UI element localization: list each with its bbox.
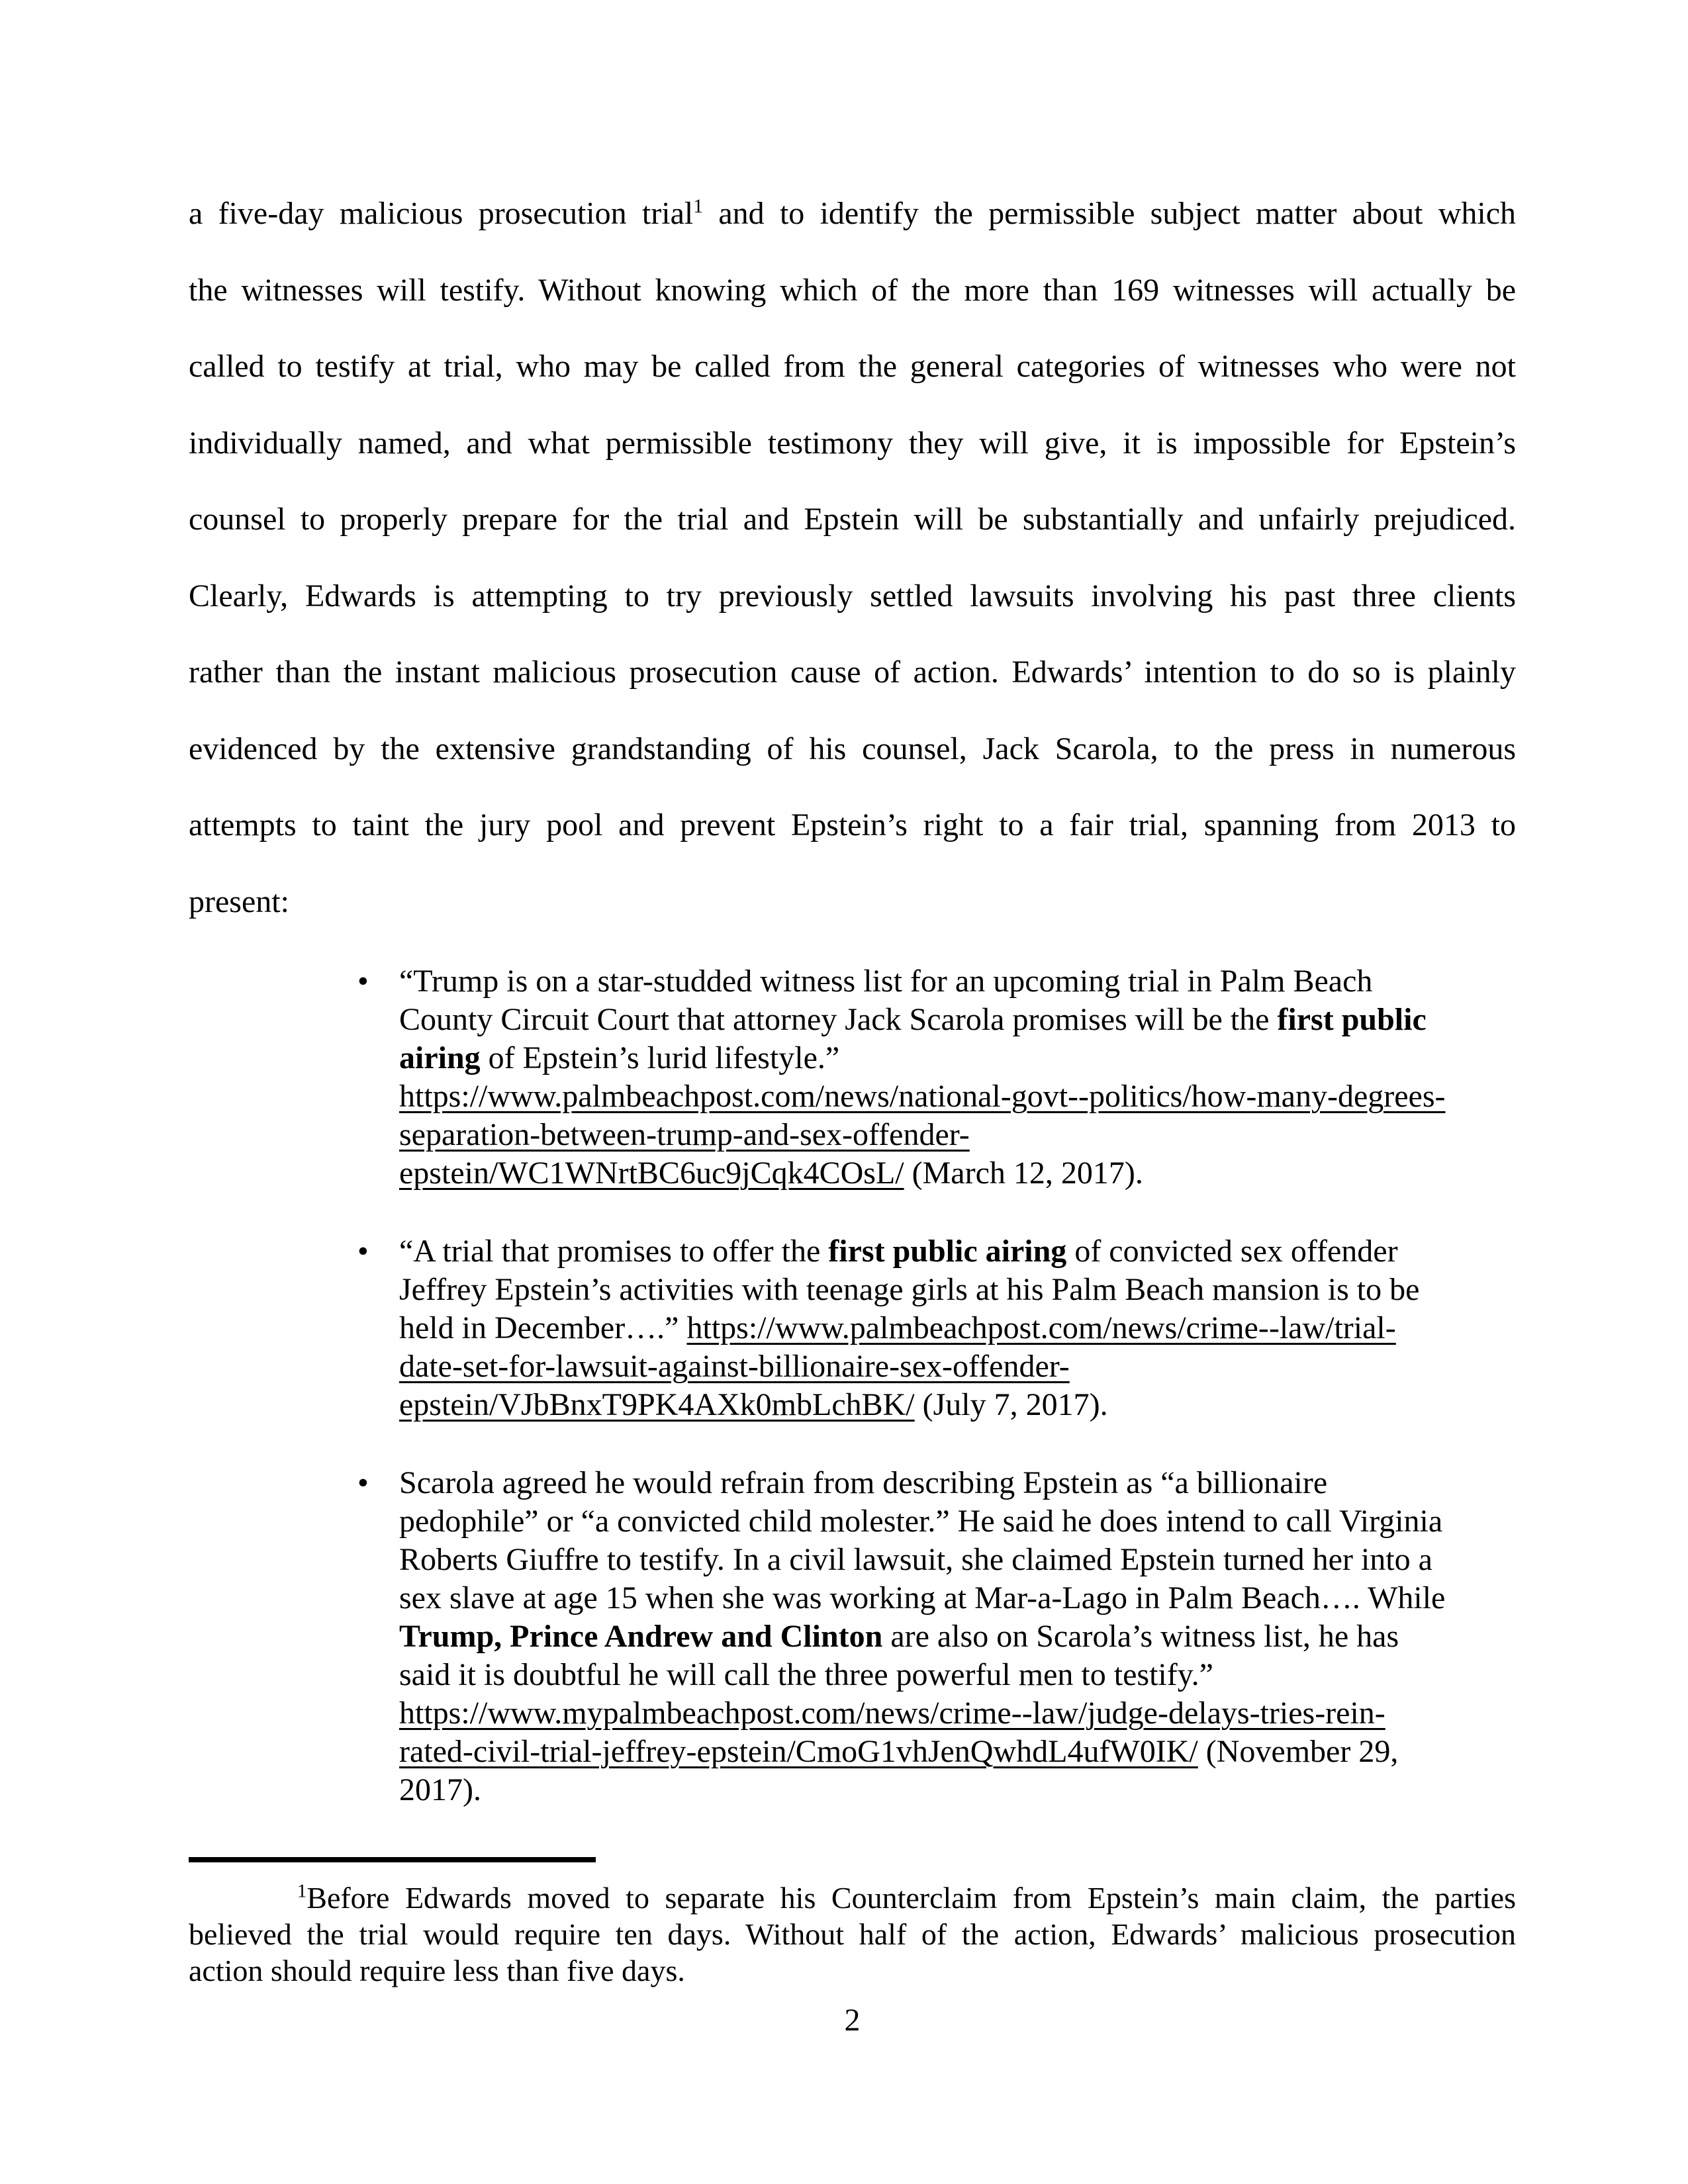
text-run: (March 12, 2017). bbox=[904, 1156, 1143, 1191]
text-run: rather than the instant malicious prosecution cause of action. Edwards’ intention to do so is plainly bbox=[189, 655, 1516, 690]
text-line bbox=[399, 1271, 1529, 1309]
text-run: Jeffrey Epstein’s activities with teenage girls at his Palm Beach mansion is to be bbox=[399, 1272, 1420, 1307]
text-line bbox=[399, 1617, 1529, 1656]
text-line bbox=[189, 405, 1516, 482]
footnote-separator bbox=[189, 1857, 596, 1862]
bullet-text bbox=[399, 1464, 1529, 1809]
bullet-list bbox=[357, 962, 1529, 1849]
text-line bbox=[399, 962, 1529, 1001]
text-run: the witnesses will testify. Without knowing which of the more than 169 witnesses will actually be bbox=[189, 272, 1516, 308]
text-run: are also on Scarola’s witness list, he has bbox=[882, 1619, 1399, 1654]
text-line bbox=[399, 1077, 1529, 1116]
text-run: of convicted sex offender bbox=[1066, 1234, 1398, 1269]
text-run: individually named, and what permissible testimony they will give, it is impossible for Epstein’s bbox=[189, 425, 1516, 461]
text-line bbox=[189, 1952, 1516, 1989]
text-run: action should require less than five days. bbox=[189, 1954, 685, 1987]
bullet-item bbox=[357, 1232, 1529, 1424]
text-line bbox=[399, 1154, 1529, 1193]
text-run: (July 7, 2017). bbox=[914, 1387, 1108, 1422]
hyperlink[interactable]: rated-civil-trial-jeffrey-epstein/CmoG1vhJenQwhdL4ufW0IK/ bbox=[399, 1734, 1198, 1769]
text-run: pedophile” or “a convicted child molester.” He said he does intend to call Virginia bbox=[399, 1504, 1443, 1539]
text-run: “Trump is on a star-studded witness list for an upcoming trial in Palm Beach bbox=[399, 964, 1373, 999]
text-run: Scarola agreed he would refrain from describing Epstein as “a billionaire bbox=[399, 1465, 1328, 1500]
bullet-icon: • bbox=[357, 964, 369, 999]
text-run: said it is doubtful he will call the three powerful men to testify.” bbox=[399, 1657, 1213, 1692]
text-line bbox=[399, 1464, 1529, 1502]
text-line bbox=[189, 252, 1516, 329]
hyperlink[interactable]: https://www.palmbeachpost.com/news/crime--law/trial- bbox=[686, 1310, 1396, 1345]
text-line bbox=[399, 1386, 1529, 1424]
text-run: believed the trial would require ten days. Without half of the action, Edwards’ malicious prosecution bbox=[189, 1917, 1516, 1951]
text-run: called to testify at trial, who may be called from the general categories of witnesses who were not bbox=[189, 349, 1516, 384]
bullet-text bbox=[399, 1232, 1529, 1424]
text-line bbox=[399, 1347, 1529, 1386]
text-run: present: bbox=[189, 884, 289, 919]
text-line bbox=[399, 1116, 1529, 1154]
text-line bbox=[189, 864, 1516, 940]
text-run: Trump, Prince Andrew and Clinton bbox=[399, 1619, 883, 1654]
text-run: “A trial that promises to offer the bbox=[399, 1234, 829, 1269]
text-line bbox=[399, 1232, 1529, 1271]
text-line bbox=[399, 1001, 1529, 1039]
footnote-reference: 1 bbox=[297, 1881, 307, 1902]
text-line bbox=[189, 787, 1516, 864]
body-paragraph bbox=[189, 175, 1516, 940]
text-line bbox=[399, 1579, 1529, 1617]
footnote-reference: 1 bbox=[693, 195, 704, 217]
footnote bbox=[189, 1857, 1516, 1989]
hyperlink[interactable]: date-set-for-lawsuit-against-billionaire-sex-offender- bbox=[399, 1349, 1070, 1384]
text-line bbox=[189, 558, 1516, 635]
text-run: counsel to properly prepare for the trial and Epstein will be substantially and unfairly prejudiced. bbox=[189, 502, 1516, 537]
text-line bbox=[189, 328, 1516, 405]
text-line bbox=[189, 481, 1516, 558]
text-run: County Circuit Court that attorney Jack Scarola promises will be the bbox=[399, 1002, 1278, 1037]
text-run: first public bbox=[1277, 1002, 1427, 1037]
text-run: 2017). bbox=[399, 1772, 481, 1807]
text-line bbox=[189, 634, 1516, 711]
text-run: Before Edwards moved to separate his Counterclaim from Epstein’s main claim, the parties bbox=[306, 1881, 1516, 1915]
text-run: of Epstein’s lurid lifestyle.” bbox=[480, 1040, 840, 1075]
text-run: Roberts Giuffre to testify. In a civil lawsuit, she claimed Epstein turned her into a bbox=[399, 1542, 1432, 1577]
text-line bbox=[399, 1656, 1529, 1694]
text-run: airing bbox=[399, 1040, 481, 1075]
text-run: a five-day malicious prosecution trial bbox=[189, 196, 694, 231]
bullet-item bbox=[357, 1464, 1529, 1809]
text-run: and to identify the permissible subject matter about which bbox=[703, 196, 1516, 231]
text-run: (November 29, bbox=[1197, 1734, 1399, 1769]
text-line bbox=[189, 1916, 1516, 1952]
text-run: evidenced by the extensive grandstanding of his counsel, Jack Scarola, to the press in numerous bbox=[189, 731, 1516, 766]
text-run: sex slave at age 15 when she was working at Mar-a-Lago in Palm Beach…. While bbox=[399, 1580, 1446, 1615]
text-line bbox=[399, 1502, 1529, 1541]
text-line bbox=[399, 1771, 1529, 1809]
text-line bbox=[189, 711, 1516, 788]
text-line bbox=[399, 1039, 1529, 1077]
bullet-text bbox=[399, 962, 1529, 1193]
hyperlink[interactable]: separation-between-trump-and-sex-offender- bbox=[399, 1117, 970, 1152]
bullet-item bbox=[357, 962, 1529, 1193]
bullet-icon: • bbox=[357, 1465, 369, 1500]
bullet-icon: • bbox=[357, 1234, 369, 1269]
hyperlink[interactable]: https://www.mypalmbeachpost.com/news/crime--law/judge-delays-tries-rein- bbox=[399, 1696, 1385, 1731]
text-line bbox=[189, 175, 1516, 252]
text-run: first public airing bbox=[828, 1234, 1067, 1269]
hyperlink[interactable]: epstein/WC1WNrtBC6uc9jCqk4COsL/ bbox=[399, 1156, 904, 1191]
text-line bbox=[399, 1694, 1529, 1733]
text-run: attempts to taint the jury pool and prevent Epstein’s right to a fair trial, spanning from 2013 to bbox=[189, 807, 1516, 842]
footnote-text bbox=[189, 1880, 1516, 1989]
text-line bbox=[399, 1733, 1529, 1771]
text-line bbox=[399, 1541, 1529, 1579]
page-number: 2 bbox=[844, 2003, 861, 2038]
hyperlink[interactable]: https://www.palmbeachpost.com/news/national-govt--politics/how-many-degrees- bbox=[399, 1079, 1446, 1114]
hyperlink[interactable]: epstein/VJbBnxT9PK4AXk0mbLchBK/ bbox=[399, 1387, 915, 1422]
text-line bbox=[399, 1309, 1529, 1347]
text-line bbox=[189, 1880, 1516, 1916]
text-run: Clearly, Edwards is attempting to try previously settled lawsuits involving his past three clients bbox=[189, 578, 1516, 614]
text-run: held in December….” bbox=[399, 1310, 687, 1345]
